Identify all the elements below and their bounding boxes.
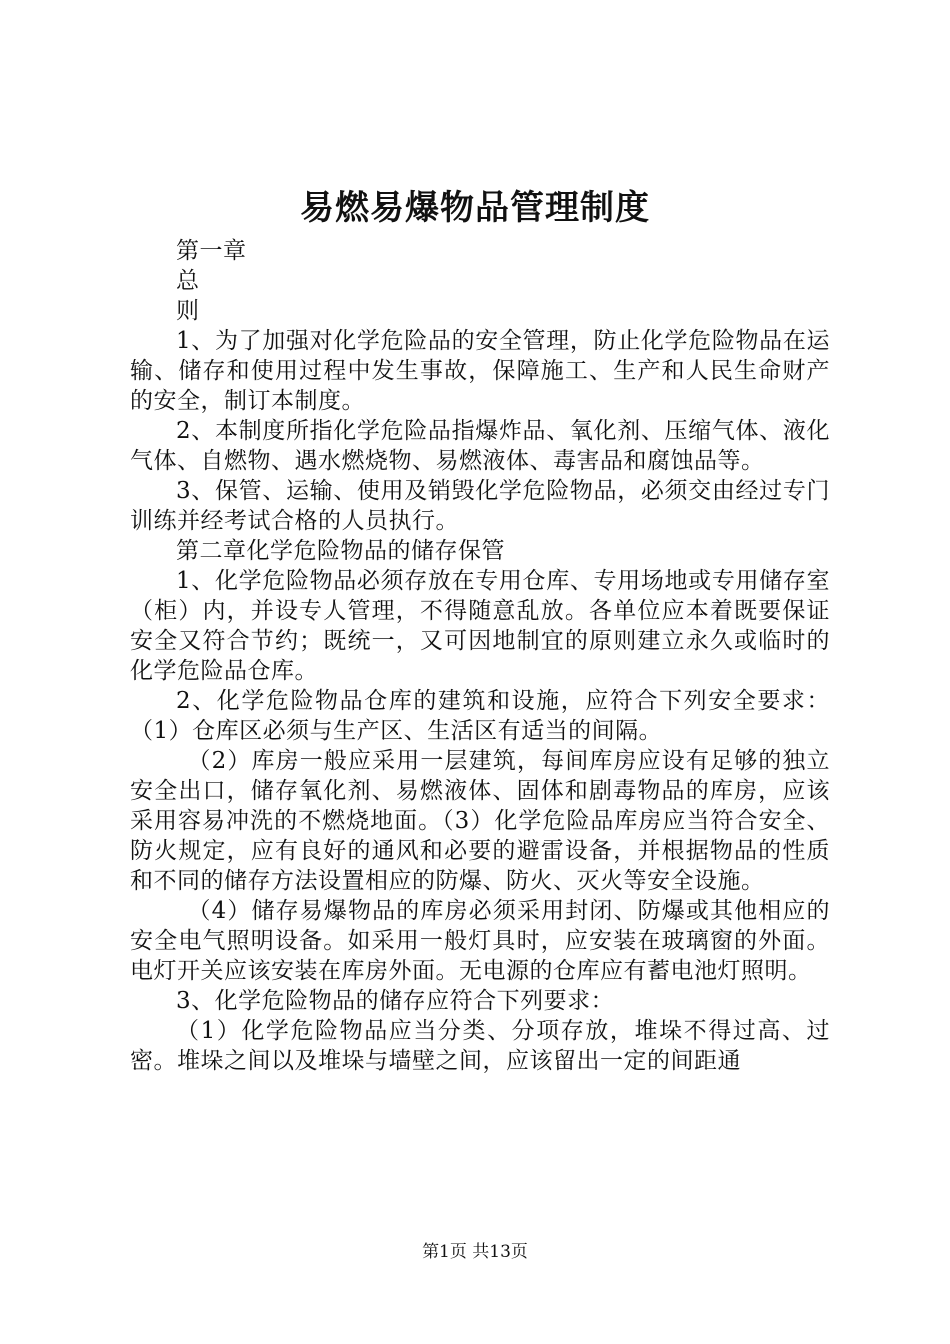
paragraph: 3、保管、运输、使用及销毁化学危险物品，必须交由经过专门训练并经考试合格的人员执行。	[130, 478, 830, 534]
paragraph: （1）化学危险物品应当分类、分项存放，堆垛不得过高、过密。堆垛之间以及堆垛与墙壁之间，应该留出一定的间距通	[130, 1018, 830, 1074]
chapter1-heading-line3: 则	[176, 298, 200, 324]
paragraph: 1、为了加强对化学危险品的安全管理，防止化学危险物品在运输、储存和使用过程中发生事故，保障施工、生产和人民生命财产的安全，制订本制度。	[130, 328, 830, 414]
paragraph: 1、化学危险物品必须存放在专用仓库、专用场地或专用储存室（柜）内，并设专人管理，不得随意乱放。各单位应本着既要保证安全又符合节约；既统一，又可因地制宜的原则建立永久或临时的化学危险品仓库。	[130, 568, 830, 684]
chapter2-heading: 第二章化学危险物品的储存保管	[176, 538, 505, 564]
document-body	[130, 236, 830, 1076]
paragraph: 2、本制度所指化学危险品指爆炸品、氧化剂、压缩气体、液化气体、自燃物、遇水燃烧物、易燃液体、毒害品和腐蚀品等。	[130, 418, 830, 474]
paragraph: 2、化学危险物品仓库的建筑和设施，应符合下列安全要求：（1）仓库区必须与生产区、生活区有适当的间隔。	[130, 688, 830, 744]
page-footer: 第1页 共13页	[422, 1242, 528, 1262]
chapter1-heading-line2: 总	[176, 268, 200, 294]
document-title: 易燃易爆物品管理制度	[300, 188, 650, 228]
chapter1-heading-line1: 第一章	[176, 238, 247, 264]
paragraph: （2）库房一般应采用一层建筑，每间库房应设有足够的独立安全出口，储存氧化剂、易燃液体、固体和剧毒物品的库房，应该采用容易冲洗的不燃烧地面。（3）化学危险品库房应当符合安全、防火规定，应有良好的通风和必要的避雷设备，并根据物品的性质和不同的储存方法设置相应的防爆、防火、灭火等安全设施。	[130, 748, 830, 894]
paragraph: （4）储存易爆物品的库房必须采用封闭、防爆或其他相应的安全电气照明设备。如采用一般灯具时，应安装在玻璃窗的外面。电灯开关应该安装在库房外面。无电源的仓库应有蓄电池灯照明。	[130, 898, 830, 984]
paragraph: 3、化学危险物品的储存应符合下列要求：	[176, 988, 615, 1014]
